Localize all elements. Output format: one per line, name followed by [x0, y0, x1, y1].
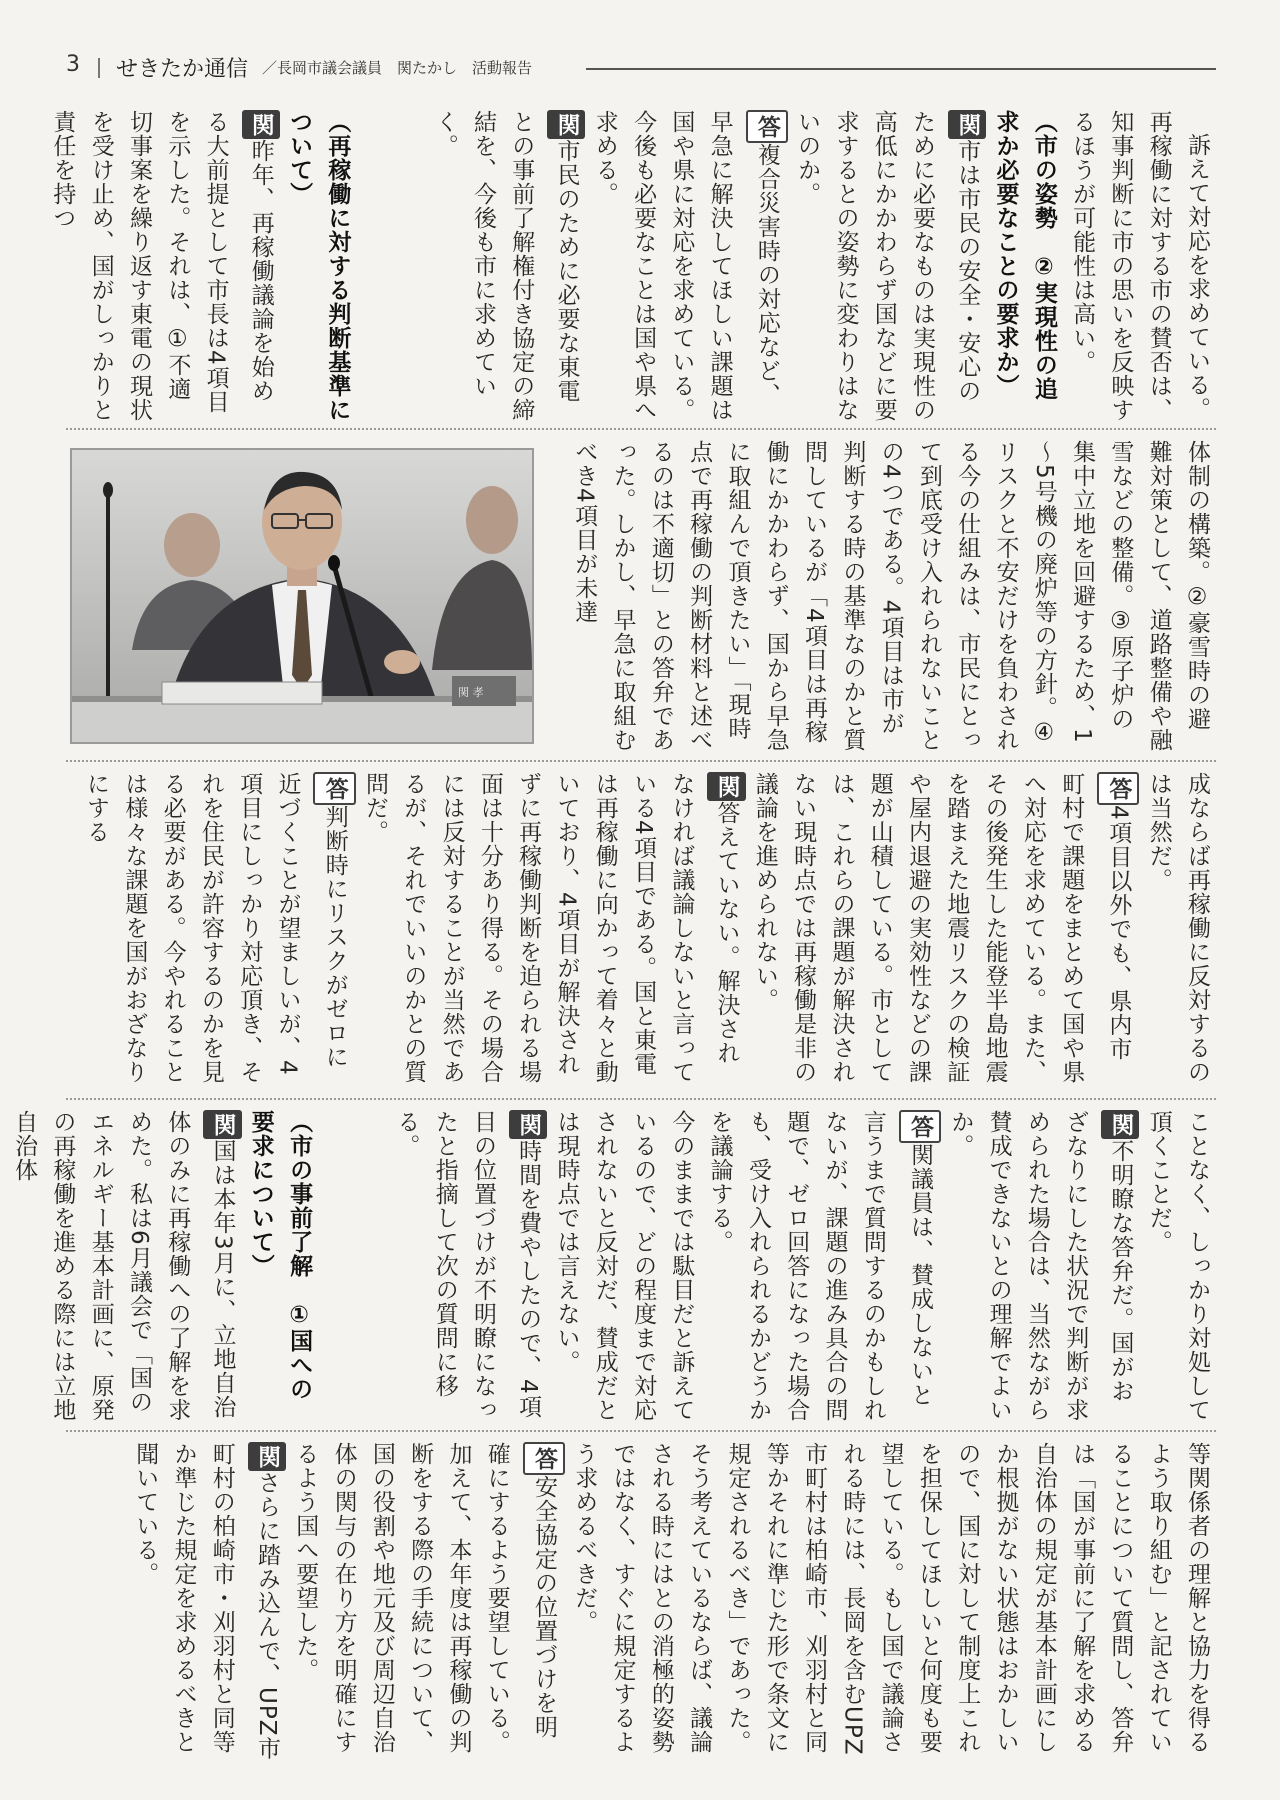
question-badge: 関: [509, 1110, 547, 1139]
answer-badge: 答: [523, 1442, 565, 1475]
text-band-2: [548, 440, 1216, 752]
vertical-text-5: [66, 1442, 1216, 1762]
question-badge: 関: [203, 1110, 241, 1139]
text-band-5: [66, 1442, 1216, 1762]
paragraph: そう考えているならば、議論される時にはとの消極的姿勢ではなく、すぐに規定するよう求めるべきだ。: [571, 1442, 713, 1754]
paragraph: ことなく、しっかり対処して頂くことだ。: [1145, 1110, 1210, 1422]
paragraph: 関議員は、賛成しないと言うまで質問するのかもしれないが、課題の進み具合の問題で、ゼロ回答になった場合も、受け入れられるかどうかを議論する。: [706, 1110, 934, 1422]
council-photo: [70, 448, 534, 744]
question-badge: 関: [1101, 1110, 1139, 1139]
newsletter-title: せきたか通信: [116, 57, 249, 82]
text-band-3: [66, 772, 1216, 1084]
section-heading: （市の事前了解 ①国への要求について）: [247, 1110, 313, 1401]
answer-badge: 答: [899, 1110, 941, 1143]
vertical-text-4: [11, 1110, 1216, 1422]
section-heading: （市の姿勢 ②実現性の追求か必要なことの要求か）: [992, 110, 1057, 401]
answer-badge: 答: [313, 772, 355, 805]
band-divider: [66, 428, 1216, 430]
paragraph: 体制の構築。②豪雪時の避難対策として、道路整備や融雪などの整備。③原子炉の集中立地を回避するため、1～5号機の廃炉等の方針。④リスクと不安だけを負わされる今の仕組みは、市民にとって到底受け入れられないことの4つである。4項目は市が判断する時の基準なのかと質問しているが「4項目は再稼働にかかわらず、国から早急に取組んで頂きたい」「現時点で再稼働の判断材料と述べるのは不適切」との答弁であった。しかし、早急に取組むべき4項目が未達: [571, 440, 1210, 752]
vertical-text-3: [66, 772, 1216, 1084]
paragraph: 等関係者の理解と協力を得るよう取り組む」と記されていることについて質問し、答弁は「国が事前に了解を求める自治体の規定が基本計画にしか根拠がない状態はおかしいので、国に対して制度上これを担保してほしいと何度も要望している。もし国で議論される時には、長岡を含むUPZ市町村は柏崎市、刈羽村と同等かそれに準じた形で条文に規定されるべき」であった。: [724, 1442, 1210, 1756]
photo-illustration: [72, 450, 532, 742]
paragraph: 判断時にリスクがゼロに近づくことが望ましいが、4項目にしっかり対応頂き、それを住民が許容するのかを見る必要がある。今やれることは様々な課題を国がおざなりにする: [83, 772, 348, 1084]
paragraph: 昨年、再稼働議論を始める大前提として市長は4項目を示した。それは、①不適切事案を繰り返す東電の現状を受け止め、国がしっかりと責任を持つ: [49, 110, 274, 422]
question-badge: 関: [948, 110, 986, 139]
header-separator: [98, 58, 100, 78]
nameplate-text: 関 孝: [458, 686, 484, 699]
paragraph: 今のままでは駄目だと訴えているので、どの程度まで対応されないと反対だ、賛成だとは現時点では言えない。: [553, 1110, 695, 1422]
paragraph: 時間を費やしたので、4項目の位置づけが不明瞭になったと指摘して次の質問に移る。: [393, 1110, 542, 1422]
vertical-text-2: [548, 440, 1216, 752]
paragraph: 安全協定の位置づけを明確にするよう要望している。加えて、本年度は再稼働の判断をする際の手続について、国の役割や地元及び周辺自治体の関与の在り方を明確にするよう国へ要望した。: [292, 1442, 557, 1754]
header-rule: [586, 68, 1216, 70]
band-divider: [66, 1430, 1216, 1432]
paragraph: 市民のために必要な東電との事前了解権付き協定の締結を、今後も市に求めていく。: [431, 110, 580, 422]
band-divider: [66, 1098, 1216, 1100]
paragraph: 不明瞭な答弁だ。国がおざなりにした状況で判断が求められた場合は、当然ながら賛成できないとの理解でよいか。: [947, 1110, 1134, 1422]
page-number: 3: [66, 52, 80, 77]
question-badge: 関: [707, 772, 745, 801]
paragraph: 成ならば再稼働に反対するのは当然だ。: [1145, 772, 1210, 1084]
page-header: [66, 50, 1216, 86]
paragraph: 市は市民の安全・安心のために必要なものは実現性の高低にかかわらず国などに要求するとの姿勢に変わりはないのか。: [794, 110, 981, 422]
section-heading: （再稼働に対する判断基準について）: [286, 110, 351, 422]
band-divider: [66, 760, 1216, 762]
paragraph: 複合災害時の対応など、早急に解決してほしい課題は国や県に対応を求めている。今後も必要なことは国や県へ求める。: [591, 110, 780, 422]
paragraph: さらに踏み込んで、UPZ市町村の柏崎市・刈羽村と同等か準じた規定を求めるべきと聞いている。: [132, 1442, 280, 1761]
question-badge: 関: [547, 110, 585, 139]
question-badge: 関: [248, 1442, 286, 1471]
paragraph: 答えていない。解決されなければ議論しないと言っている4項目である。国と東電は再稼働に向かって着々と動いており、4項目が解決されずに再稼働判断を迫られる場面は十分あり得る。その場合には反対することが当然であるが、それでいいのかとの質問だ。: [361, 772, 740, 1084]
paragraph: 訴えて対応を求めている。再稼働に対する市の賛否は、知事判断に市の思いを反映するほうが可能性は高い。: [1069, 110, 1210, 422]
question-badge: 関: [242, 110, 280, 139]
answer-badge: 答: [1097, 772, 1139, 805]
paragraph: 4項目以外でも、県内市町村で課題をまとめて国や県へ対応を求めている。また、その後発生した能登半島地震を踏まえた地震リスクの検証や屋内退避の実効性などの課題が山積している。市としては、これらの課題が解決されない現時点では再稼働是非の議論を進められない。: [751, 772, 1132, 1084]
answer-badge: 答: [746, 110, 788, 143]
paragraph: 国は本年3月に、立地自治体のみに再稼働への了解を求めた。私は6月議会で「国のエネルギー基本計画に、原発の再稼働を進める際には立地自治体: [11, 1110, 236, 1422]
newsletter-subtitle: ／長岡市議会議員 関たかし 活動報告: [262, 59, 533, 77]
vertical-text-1: [49, 110, 1216, 422]
text-band-1: [49, 110, 1216, 422]
text-band-4: [11, 1110, 1216, 1422]
